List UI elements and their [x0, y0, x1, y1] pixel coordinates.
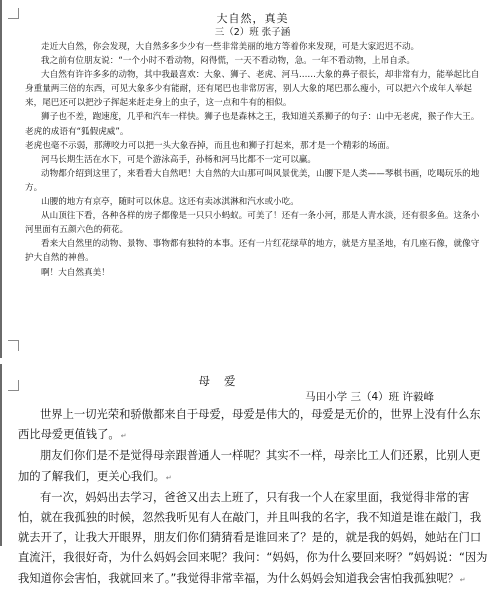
- paragraph-mark-icon: ↵: [165, 473, 172, 482]
- essay-paragraph: 世界上一切光荣和骄傲都来自于母爱，母爱是伟大的，母爱是无价的，世界上没有什么东西比母爱更值钱了。↵: [18, 408, 481, 442]
- essay-paragraph: 朋友们你们是不是觉得母亲跟普通人一样呢？其实不一样，母亲比工人们还累，比别人更加的了解我们，更关心我们。↵: [18, 449, 481, 483]
- essay-paragraph: 狮子也不差，跑速度，几乎和汽车一样快。狮子也是森林之王，我知道关系狮子的句子：山中无老虎，猴子作大王。老虎的成语有“狐假虎威”。: [25, 112, 480, 137]
- essay-paragraph: 从山顶往下看，各种各样的房子都像是一只只小蚂蚁。可美了！还有一条小河，那是人青水淡，还有很多鱼。这条小河里面有五颜六色的荷花。: [25, 211, 480, 236]
- page-crop-mark: [8, 340, 19, 351]
- essay-paragraph: 我之前有位朋友说：“一个小时不看动物，闷得慌，一天不看动物，急。一年不看动物，上吊自杀。: [41, 56, 415, 67]
- paragraph-mark-icon: ↵: [120, 432, 127, 441]
- page-separator: [0, 358, 500, 364]
- document-frame-edge: [0, 0, 2, 546]
- essay-author: 三（2）班 张子涵: [214, 27, 291, 38]
- essay-author: 马田小学 三（4）班 许毅峰: [305, 391, 434, 403]
- essay-paragraph: 有一次，妈妈出去学习，爸爸又出去上班了，只有我一个人在家里面，我觉得非常的害怕，就在我孤独的时候，忽然我听见有人在敲门，并且叫我的名字，我不知道是谁在敲门，我就去开了，让我大开眼界，朋友们你们猜猜看是谁回来了？是的，就是我的妈妈，她站在门口直流汗，我很好奇，为什么妈妈会回来呢？我问：“妈妈，你为什么要回来呀？”妈妈说：“因为我知道你会害怕，我就回来了。”我觉得非常幸福，为什么妈妈会知道我会害怕我孤独呢？↵: [18, 490, 488, 585]
- essay-page-nature: [25, 8, 480, 348]
- essay-paragraph: 山腰的地方有京亭，随时可以休息。这还有卖冰淇淋和汽水或小吃。: [41, 197, 299, 208]
- essay-title: 母爱: [198, 374, 250, 388]
- essay-paragraph: 老虎也毫不示弱，那薄咬力可以把一头大象吞掉，而且也和狮子打起来，那才是一个精彩的场面。: [25, 140, 395, 151]
- paragraph-mark-icon: ↵: [459, 575, 466, 584]
- essay-paragraph: 大自然有许许多多的动物，其中我最喜欢：大象、狮子、老虎、河马……大象的鼻子很长，却非常有力，能举起比自身重量两三倍的东西，可见大象多少有能耐，还有尾巴也非常厉害，别人大象的尾巴那么瘦小，可以把六个成年人举起来，尾巴还可以把沙子挥起来赶走身上的虫子，这一点和牛有的相似。: [25, 70, 480, 109]
- essay-paragraph: 动物都介绍到这里了，来看看大自然吧！大自然的大山那可叫风景优美，山腰下是人类——琴棋书画，吃喝玩乐的地方。: [25, 168, 480, 193]
- essay-paragraph: 走近大自然，你会发现，大自然多多少少有一些非常美丽的地方等着你来发现，可是大家迟迟不动。: [41, 42, 420, 52]
- essay-title: 大自然，真美: [216, 12, 289, 25]
- page-crop-mark: [8, 8, 19, 19]
- essay-paragraph: 啊！大自然真美！: [41, 267, 110, 278]
- essay-paragraph: 河马长期生活在水下，可是个游泳高手，孙杨和河马比都不一定可以赢。: [41, 154, 317, 165]
- essay-page-mothers-love: [18, 372, 490, 585]
- essay-paragraph: 看来大自然里的动物、景物、事物都有独特的本事。还有一片红花绿草的地方，就是方星圣地，有几座石像，就像守护大自然的神兽。: [25, 239, 480, 264]
